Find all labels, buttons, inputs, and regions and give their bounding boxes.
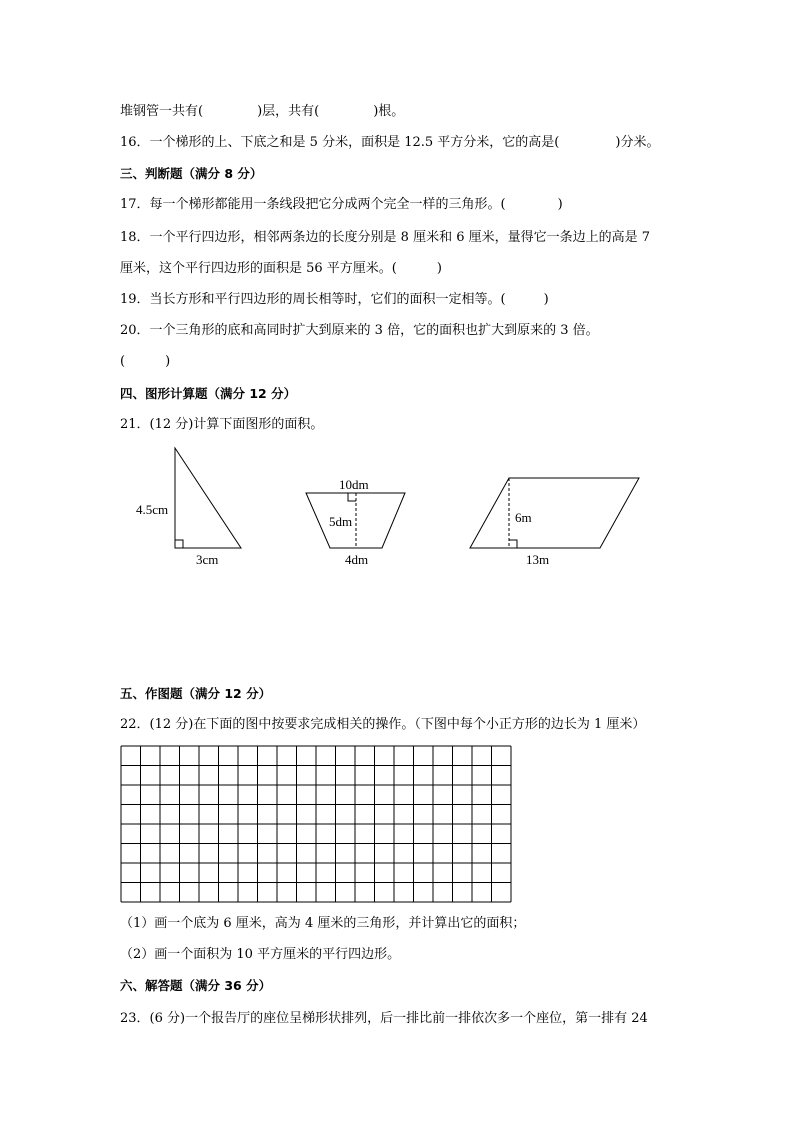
- question-20-line-1: 20．一个三角形的底和高同时扩大到原来的 3 倍，它的面积也扩大到原来的 3 倍。: [120, 323, 599, 338]
- geometry-figures: [0, 445, 794, 585]
- section-4-title: 四、图形计算题（满分 12 分）: [120, 386, 297, 401]
- section-6-title: 六、解答题（满分 36 分）: [120, 978, 272, 993]
- q15-continuation: 堆钢管一共有( )层，共有( )根。: [120, 104, 405, 119]
- parallelogram-base-label: 13m: [526, 552, 550, 567]
- triangle-height-label: 4.5cm: [136, 502, 169, 517]
- parallelogram-figure: [470, 478, 639, 567]
- right-triangle-figure: [136, 448, 241, 567]
- question-16: 16．一个梯形的上、下底之和是 5 分米，面积是 12.5 平方分米，它的高是( )分米。: [120, 135, 660, 150]
- section-3-title: 三、判断题（满分 8 分）: [120, 166, 263, 181]
- question-19: 19．当长方形和平行四边形的周长相等时，它们的面积一定相等。( ): [120, 292, 549, 307]
- question-23: 23．(6 分)一个报告厅的座位呈梯形状排列，后一排比前一排依次多一个座位，第一排有 24: [120, 1011, 648, 1026]
- trapezoid-bottom-label: 4dm: [345, 552, 369, 567]
- question-22-task-1: （1）画一个底为 6 厘米，高为 4 厘米的三角形，并计算出它的面积；: [120, 916, 526, 931]
- trapezoid-figure: [306, 477, 405, 567]
- triangle-base-label: 3cm: [196, 552, 219, 567]
- drawing-grid[interactable]: [120, 745, 514, 903]
- question-18-line-1: 18．一个平行四边形，相邻两条边的长度分别是 8 厘米和 6 厘米，量得它一条边上的高是 7: [120, 230, 651, 245]
- question-20-line-2: ( ): [120, 354, 171, 369]
- question-21: 21．(12 分)计算下面图形的面积。: [120, 417, 324, 432]
- parallelogram-height-label: 6m: [515, 510, 532, 525]
- question-22-task-2: （2）画一个面积为 10 平方厘米的平行四边形。: [120, 947, 401, 962]
- question-22: 22．(12 分)在下面的图中按要求完成相关的操作。（下图中每个小正方形的边长为 1 厘米）: [120, 717, 646, 732]
- trapezoid-height-label: 5dm: [329, 514, 353, 529]
- trapezoid-top-label: 10dm: [339, 477, 369, 492]
- section-5-title: 五、作图题（满分 12 分）: [120, 686, 272, 701]
- question-17: 17．每一个梯形都能用一条线段把它分成两个完全一样的三角形。( ): [120, 197, 563, 212]
- question-18-line-2: 厘米，这个平行四边形的面积是 56 平方厘米。( ): [120, 261, 442, 276]
